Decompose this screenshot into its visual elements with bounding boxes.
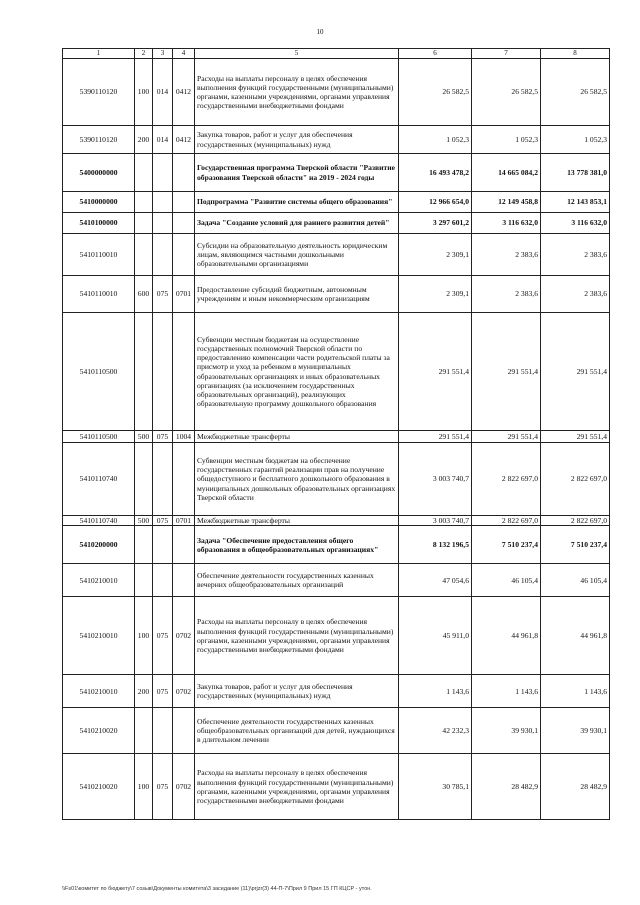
amount-col8-cell: 46 105,4 bbox=[541, 564, 610, 597]
section-code-cell bbox=[173, 564, 195, 597]
program-code-cell: 5410210020 bbox=[63, 754, 135, 820]
table-row bbox=[63, 526, 610, 564]
description-cell: Расходы на выплаты персоналу в целях обеспечения выполнения функций государственными (муниципальными) органами, казенными учреждениями, органами управления государственными внебюджетными фондами bbox=[195, 754, 399, 820]
amount-col7-cell: 2 822 697,0 bbox=[472, 443, 541, 516]
amount-col8-cell: 2 822 697,0 bbox=[541, 516, 610, 526]
admin-code-cell bbox=[153, 192, 173, 213]
program-code-cell: 5410000000 bbox=[63, 192, 135, 213]
description-cell: Субвенции местным бюджетам на обеспечение государственных гарантий реализации прав на получение общедоступного и бесплатного дошкольного образования в муниципальных дошкольных образовательных организациях Тверской области bbox=[195, 443, 399, 516]
program-code-cell: 5410100000 bbox=[63, 213, 135, 234]
amount-col7-cell: 28 482,9 bbox=[472, 754, 541, 820]
table-row bbox=[63, 708, 610, 754]
admin-code-cell bbox=[153, 708, 173, 754]
program-code-cell: 5400000000 bbox=[63, 154, 135, 192]
admin-code-cell bbox=[153, 526, 173, 564]
amount-col8-cell: 12 143 853,1 bbox=[541, 192, 610, 213]
amount-col8-cell: 39 930,1 bbox=[541, 708, 610, 754]
amount-col7-cell: 291 551,4 bbox=[472, 431, 541, 443]
column-header: 8 bbox=[541, 49, 610, 59]
program-code-cell: 5410210020 bbox=[63, 708, 135, 754]
section-code-cell bbox=[173, 192, 195, 213]
program-code-cell: 5410110500 bbox=[63, 431, 135, 443]
section-code-cell bbox=[173, 313, 195, 431]
table-row bbox=[63, 597, 610, 675]
amount-col7-cell: 3 116 632,0 bbox=[472, 213, 541, 234]
admin-code-cell: 075 bbox=[153, 754, 173, 820]
admin-code-cell: 075 bbox=[153, 597, 173, 675]
expense-type-cell bbox=[135, 443, 153, 516]
program-code-cell: 5410110500 bbox=[63, 313, 135, 431]
amount-col7-cell: 1 143,6 bbox=[472, 675, 541, 708]
section-code-cell: 0412 bbox=[173, 126, 195, 154]
header-row bbox=[63, 49, 610, 59]
amount-col7-cell: 14 665 084,2 bbox=[472, 154, 541, 192]
program-code-cell: 5410110010 bbox=[63, 276, 135, 313]
section-code-cell: 0701 bbox=[173, 276, 195, 313]
column-header: 2 bbox=[135, 49, 153, 59]
description-cell: Обеспечение деятельности государственных казенных вечерних общеобразовательных организаций bbox=[195, 564, 399, 597]
description-cell: Закупка товаров, работ и услуг для обеспечения государственных (муниципальных) нужд bbox=[195, 126, 399, 154]
section-code-cell bbox=[173, 708, 195, 754]
description-cell: Задача "Создание условий для раннего развития детей" bbox=[195, 213, 399, 234]
amount-col6-cell: 26 582,5 bbox=[399, 59, 472, 126]
expense-type-cell bbox=[135, 564, 153, 597]
expense-type-cell bbox=[135, 526, 153, 564]
table-row bbox=[63, 516, 610, 526]
amount-col6-cell: 16 493 478,2 bbox=[399, 154, 472, 192]
expense-type-cell: 100 bbox=[135, 597, 153, 675]
admin-code-cell: 075 bbox=[153, 276, 173, 313]
expense-type-cell: 600 bbox=[135, 276, 153, 313]
amount-col7-cell: 2 383,6 bbox=[472, 234, 541, 276]
section-code-cell: 0702 bbox=[173, 597, 195, 675]
amount-col7-cell: 2 383,6 bbox=[472, 276, 541, 313]
program-code-cell: 5410110010 bbox=[63, 234, 135, 276]
amount-col6-cell: 8 132 196,5 bbox=[399, 526, 472, 564]
admin-code-cell bbox=[153, 234, 173, 276]
amount-col6-cell: 12 966 654,0 bbox=[399, 192, 472, 213]
table-row bbox=[63, 564, 610, 597]
program-code-cell: 5410110740 bbox=[63, 443, 135, 516]
amount-col8-cell: 2 822 697,0 bbox=[541, 443, 610, 516]
table-row bbox=[63, 126, 610, 154]
amount-col7-cell: 44 961,8 bbox=[472, 597, 541, 675]
amount-col8-cell: 26 582,5 bbox=[541, 59, 610, 126]
expense-type-cell: 200 bbox=[135, 126, 153, 154]
amount-col8-cell: 2 383,6 bbox=[541, 276, 610, 313]
file-path-footer: \\Fs01\комитет по бюджету\7 созыв\Документы комитета\3 заседание (11)\prjzr(3) 44-П-7\Прил 9 Прил 15 ГП КЦСР - утон. bbox=[62, 886, 372, 892]
amount-col7-cell: 26 582,5 bbox=[472, 59, 541, 126]
admin-code-cell: 075 bbox=[153, 675, 173, 708]
amount-col7-cell: 2 822 697,0 bbox=[472, 516, 541, 526]
expense-type-cell bbox=[135, 234, 153, 276]
program-code-cell: 5410210010 bbox=[63, 597, 135, 675]
amount-col8-cell: 291 551,4 bbox=[541, 313, 610, 431]
amount-col8-cell: 2 383,6 bbox=[541, 234, 610, 276]
section-code-cell: 0702 bbox=[173, 754, 195, 820]
column-header: 3 bbox=[153, 49, 173, 59]
program-code-cell: 5410200000 bbox=[63, 526, 135, 564]
column-header: 7 bbox=[472, 49, 541, 59]
amount-col8-cell: 13 778 381,0 bbox=[541, 154, 610, 192]
expense-type-cell: 100 bbox=[135, 59, 153, 126]
admin-code-cell: 075 bbox=[153, 516, 173, 526]
table-row bbox=[63, 313, 610, 431]
amount-col8-cell: 44 961,8 bbox=[541, 597, 610, 675]
amount-col8-cell: 28 482,9 bbox=[541, 754, 610, 820]
expense-type-cell: 500 bbox=[135, 516, 153, 526]
amount-col6-cell: 1 143,6 bbox=[399, 675, 472, 708]
budget-table bbox=[62, 48, 610, 820]
description-cell: Расходы на выплаты персоналу в целях обеспечения выполнения функций государственными (муниципальными) органами, казенными учреждениями, органами управления государственными внебюджетными фондами bbox=[195, 59, 399, 126]
expense-type-cell bbox=[135, 154, 153, 192]
amount-col7-cell: 7 510 237,4 bbox=[472, 526, 541, 564]
column-header: 1 bbox=[63, 49, 135, 59]
program-code-cell: 5390110120 bbox=[63, 126, 135, 154]
admin-code-cell: 014 bbox=[153, 59, 173, 126]
admin-code-cell bbox=[153, 443, 173, 516]
amount-col6-cell: 3 297 601,2 bbox=[399, 213, 472, 234]
description-cell: Закупка товаров, работ и услуг для обеспечения государственных (муниципальных) нужд bbox=[195, 675, 399, 708]
amount-col7-cell: 39 930,1 bbox=[472, 708, 541, 754]
amount-col6-cell: 3 003 740,7 bbox=[399, 516, 472, 526]
description-cell: Субсидии на образовательную деятельность юридическим лицам, являющимся частными дошкольными образовательными организациями bbox=[195, 234, 399, 276]
section-code-cell: 0412 bbox=[173, 59, 195, 126]
column-header: 4 bbox=[173, 49, 195, 59]
amount-col6-cell: 30 785,1 bbox=[399, 754, 472, 820]
amount-col8-cell: 7 510 237,4 bbox=[541, 526, 610, 564]
admin-code-cell: 014 bbox=[153, 126, 173, 154]
table-row bbox=[63, 754, 610, 820]
admin-code-cell bbox=[153, 154, 173, 192]
amount-col6-cell: 291 551,4 bbox=[399, 313, 472, 431]
amount-col6-cell: 42 232,3 bbox=[399, 708, 472, 754]
admin-code-cell bbox=[153, 213, 173, 234]
admin-code-cell bbox=[153, 564, 173, 597]
expense-type-cell: 100 bbox=[135, 754, 153, 820]
table-row bbox=[63, 675, 610, 708]
amount-col6-cell: 47 054,6 bbox=[399, 564, 472, 597]
program-code-cell: 5390110120 bbox=[63, 59, 135, 126]
table-row bbox=[63, 59, 610, 126]
section-code-cell bbox=[173, 526, 195, 564]
program-code-cell: 5410210010 bbox=[63, 564, 135, 597]
amount-col8-cell: 3 116 632,0 bbox=[541, 213, 610, 234]
section-code-cell: 0701 bbox=[173, 516, 195, 526]
table-row bbox=[63, 192, 610, 213]
amount-col6-cell: 2 309,1 bbox=[399, 234, 472, 276]
section-code-cell bbox=[173, 213, 195, 234]
table-row bbox=[63, 234, 610, 276]
description-cell: Межбюджетные трансферты bbox=[195, 431, 399, 443]
program-code-cell: 5410110740 bbox=[63, 516, 135, 526]
admin-code-cell: 075 bbox=[153, 431, 173, 443]
amount-col6-cell: 45 911,0 bbox=[399, 597, 472, 675]
expense-type-cell bbox=[135, 313, 153, 431]
table-row bbox=[63, 276, 610, 313]
description-cell: Расходы на выплаты персоналу в целях обеспечения выполнения функций государственными (муниципальными) органами, казенными учреждениями, органами управления государственными внебюджетными фондами bbox=[195, 597, 399, 675]
column-header: 5 bbox=[195, 49, 399, 59]
expense-type-cell: 500 bbox=[135, 431, 153, 443]
amount-col6-cell: 1 052,3 bbox=[399, 126, 472, 154]
amount-col7-cell: 12 149 458,8 bbox=[472, 192, 541, 213]
amount-col8-cell: 291 551,4 bbox=[541, 431, 610, 443]
table-row bbox=[63, 443, 610, 516]
table-row bbox=[63, 431, 610, 443]
amount-col6-cell: 291 551,4 bbox=[399, 431, 472, 443]
amount-col7-cell: 1 052,3 bbox=[472, 126, 541, 154]
section-code-cell bbox=[173, 154, 195, 192]
table-row bbox=[63, 213, 610, 234]
admin-code-cell bbox=[153, 313, 173, 431]
program-code-cell: 5410210010 bbox=[63, 675, 135, 708]
section-code-cell: 0702 bbox=[173, 675, 195, 708]
expense-type-cell bbox=[135, 708, 153, 754]
amount-col6-cell: 2 309,1 bbox=[399, 276, 472, 313]
section-code-cell: 1004 bbox=[173, 431, 195, 443]
description-cell: Государственная программа Тверской области "Развитие образования Тверской области" на 2019 - 2024 годы bbox=[195, 154, 399, 192]
column-header: 6 bbox=[399, 49, 472, 59]
section-code-cell bbox=[173, 234, 195, 276]
amount-col7-cell: 291 551,4 bbox=[472, 313, 541, 431]
expense-type-cell bbox=[135, 192, 153, 213]
section-code-cell bbox=[173, 443, 195, 516]
amount-col6-cell: 3 003 740,7 bbox=[399, 443, 472, 516]
amount-col8-cell: 1 052,3 bbox=[541, 126, 610, 154]
description-cell: Субвенции местным бюджетам на осуществление государственных полномочий Тверской области по предоставлению компенсации части родительской платы за присмотр и уход за ребенком в муниципальных образовательных организациях и иных образовательных организациях (за исключением государственных образовательных организаций), реализующих образовательную программу дошкольного образования bbox=[195, 313, 399, 431]
description-cell: Подпрограмма "Развитие системы общего образования" bbox=[195, 192, 399, 213]
description-cell: Обеспечение деятельности государственных казенных общеобразовательных организаций для детей, нуждающихся в длительном лечении bbox=[195, 708, 399, 754]
table-row bbox=[63, 154, 610, 192]
description-cell: Предоставление субсидий бюджетным, автономным учреждениям и иным некоммерческим организациям bbox=[195, 276, 399, 313]
expense-type-cell: 200 bbox=[135, 675, 153, 708]
expense-type-cell bbox=[135, 213, 153, 234]
amount-col7-cell: 46 105,4 bbox=[472, 564, 541, 597]
amount-col8-cell: 1 143,6 bbox=[541, 675, 610, 708]
page-number: 10 bbox=[316, 28, 324, 36]
description-cell: Задача "Обеспечение предоставления общего образования в общеобразовательных организациях" bbox=[195, 526, 399, 564]
description-cell: Межбюджетные трансферты bbox=[195, 516, 399, 526]
